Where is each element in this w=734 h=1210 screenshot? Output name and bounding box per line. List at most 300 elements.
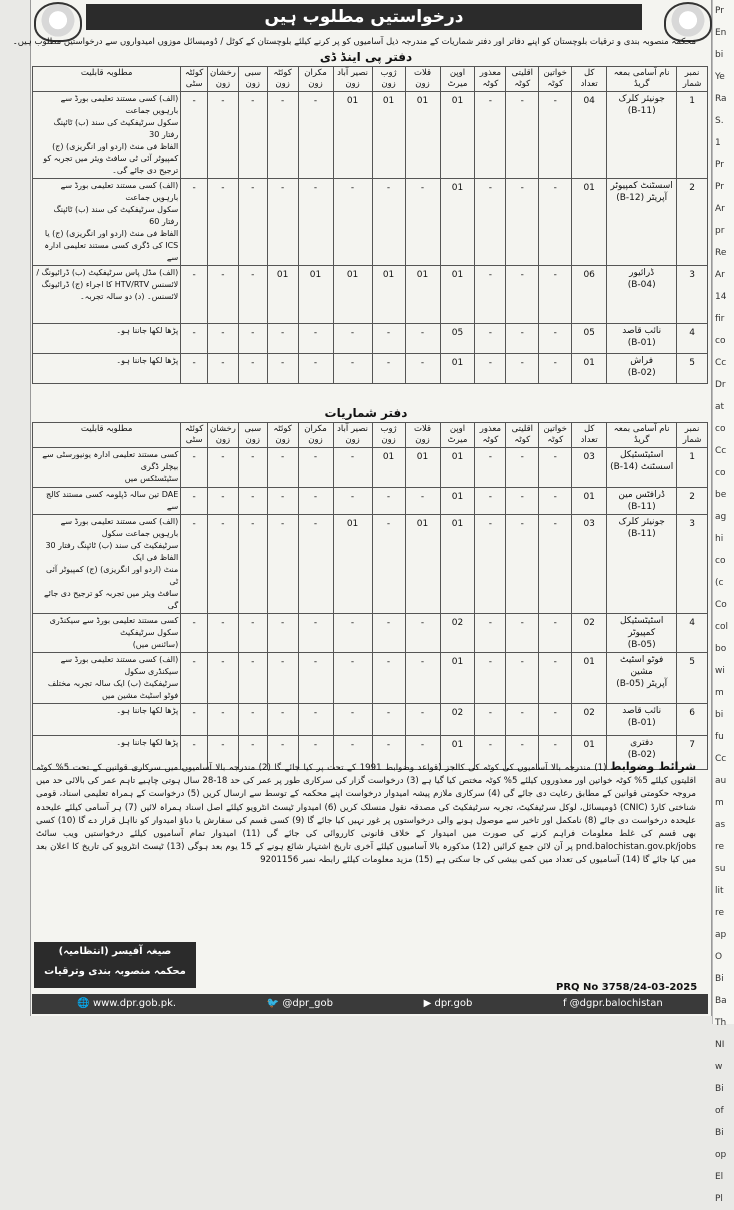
quota-cell: - (181, 515, 208, 614)
quota-cell: - (539, 92, 572, 179)
quota-cell: - (181, 448, 208, 488)
serial-number: 1 (677, 92, 708, 179)
quota-cell: 01 (440, 92, 475, 179)
table-row (33, 614, 708, 653)
adjacent-page-fragment: bi (715, 50, 724, 60)
quota-cell: 01 (333, 92, 372, 179)
quota-cell: - (333, 653, 372, 704)
column-header: مطلوبہ قابلیت (33, 423, 181, 448)
qualification: پڑھا لکھا جاننا ہو۔ (33, 324, 181, 354)
quota-cell: - (506, 354, 539, 384)
quota-cell: - (208, 354, 239, 384)
serial-number: 7 (677, 736, 708, 770)
quota-cell: 02 (572, 704, 607, 736)
quota-cell: 01 (298, 266, 333, 324)
column-header: قلات زون (405, 67, 440, 92)
quota-cell: - (372, 354, 405, 384)
serial-number: 2 (677, 488, 708, 515)
adjacent-page-fragment: Pr (715, 182, 724, 192)
post-name: نائب قاصد (B-01) (607, 704, 677, 736)
quota-cell: - (475, 266, 506, 324)
quota-cell: - (539, 448, 572, 488)
quota-cell: - (405, 324, 440, 354)
quota-cell: - (475, 653, 506, 704)
quota-cell: - (333, 448, 372, 488)
facebook-handle: @dgpr.balochistan (569, 998, 663, 1009)
adjacent-page-fragment: fir (715, 314, 725, 324)
adjacent-page-fragment: Th (715, 1018, 727, 1028)
column-header: کوئٹہ زون (267, 423, 298, 448)
quota-cell: - (298, 488, 333, 515)
column-header: خواتین کوٹہ (539, 67, 572, 92)
website-link[interactable]: 🌐 www.dpr.gob.pk. (77, 998, 177, 1009)
qualification: کسی مستند تعلیمی بورڈ سے سیکنڈری سکول سرٹیفکیٹ (سائنس میں) (33, 614, 181, 653)
adjacent-page-fragment: O (715, 952, 723, 962)
youtube-icon: ▶ (423, 998, 432, 1009)
quota-cell: 01 (333, 266, 372, 324)
twitter-link[interactable] (267, 994, 333, 1014)
quota-cell: - (405, 488, 440, 515)
quota-cell: 01 (372, 266, 405, 324)
adjacent-page-fragment: Bi (715, 1084, 724, 1094)
adjacent-page-fragment: Cc (715, 358, 727, 368)
quota-cell: - (238, 266, 267, 324)
table-row (33, 354, 708, 384)
quota-cell: - (181, 704, 208, 736)
adjacent-page-fragment: Bi (715, 1128, 724, 1138)
quota-cell: - (372, 653, 405, 704)
quota-cell: - (539, 324, 572, 354)
serial-number: 1 (677, 448, 708, 488)
quota-cell: - (208, 92, 239, 179)
quota-cell: - (267, 736, 298, 770)
quota-cell: - (372, 614, 405, 653)
table-row (33, 92, 708, 179)
officer-department: محکمہ منصوبہ بندی وترقیات (44, 966, 186, 977)
quota-cell: 01 (440, 354, 475, 384)
quota-cell: - (405, 736, 440, 770)
post-name: اسسٹنٹ کمپیوٹر آپریٹر (B-12) (607, 179, 677, 266)
quota-cell: - (267, 614, 298, 653)
quota-cell: - (208, 179, 239, 266)
column-header: اوپن میرٹ (440, 67, 475, 92)
quota-cell: 01 (440, 179, 475, 266)
quota-cell: - (405, 614, 440, 653)
column-header: سبی زون (238, 423, 267, 448)
section-title-pnd: دفتر پی اینڈ ڈی (319, 50, 413, 64)
table-row (33, 515, 708, 614)
quota-cell: - (181, 653, 208, 704)
adjacent-page-fragment: Re (715, 248, 727, 258)
adjacent-page-fragment: Bi (715, 974, 724, 984)
adjacent-page-fragment: Ba (715, 996, 727, 1006)
quota-cell: - (539, 704, 572, 736)
adjacent-page-fragment: su (715, 864, 726, 874)
qualification: (الف) کسی مستند تعلیمی بورڈ سے بارہویں جماعت سکول سرٹیفکیٹ کی سند (ب) ٹائپنگ رفتار 30 الفاظ فی منٹ (اردو اور انگریزی) (ج) کمپیوٹر آئی ٹی سافٹ ویئر میں تجربہ کو ترجیح دی جائے گی۔ (33, 92, 181, 179)
prq-number: PRQ No 3758/24-03-2025 (556, 982, 698, 993)
quota-cell: 01 (372, 448, 405, 488)
quota-cell: - (506, 324, 539, 354)
quota-cell: - (475, 354, 506, 384)
adjacent-page-fragment: bi (715, 710, 724, 720)
quota-cell: - (267, 92, 298, 179)
adjacent-page-fragment: m (715, 688, 724, 698)
qualification: پڑھا لکھا جاننا ہو۔ (33, 354, 181, 384)
quota-cell: - (208, 266, 239, 324)
quota-cell: - (298, 653, 333, 704)
terms-text: (1) مندرجہ بالا آسامیوں کی کوٹہ کی کالجز (قواعد وضوابط 1991 کے تحت پر کیا جائے گا (2) مندرجہ بالا آسامیوں میں سرکاری قوانین کے تحت 5% کوٹہ اقلیتوں کیلئے 5% کوٹہ خواتین اور معذوروں کیلئے 5% کوٹہ مختص کیا گیا ہے (3) درخواست گزار کی سرکاری طور پر عمر کی حد 18-28 سال ہوتی چاہیے تاہم عمر کی بالائی حد میں مروجہ حکومتی قوانین کے مطابق رعایت دی جائے گی (4) سرکاری ملازم پیشہ امیدوار درخواست اپنے محکمہ کے توسط سے ارسال کریں (5) درخواست کے ہمراہ تعلیمی اسناد، قومی شناختی کارڈ (CNIC) ڈومیسائل، لوکل سرٹیفکیٹ، تجربہ سرٹیفکیٹ کی مصدقہ نقول منسلک کریں (6) امیدوار ٹیسٹ انٹرویو کیلئے اصل اسناد ہمراہ لائیں (7) ہر آسامی کیلئے علیحدہ علیحدہ درخواست دی جائے (8) نامکمل اور تاخیر سے موصول ہونے والی درخواستوں پر غور نہیں کیا جائے گا (9) کسی قسم کی سفارش یا دباؤ امیدوار کو نااہل قرار دے گا (10) کسی بھی قسم کی غلط معلومات فراہم کرنے کی صورت میں امیدوار کے خلاف قانونی کارروائی کی جائے گی (11) امیدوار تمام آسامیوں کیلئے درخواستیں ویب سائٹ pnd.balochistan.gov.pk/jobs پر آن لائن جمع کرائیں (12) مذکورہ بالا آسامیوں کیلئے آخری تاریخ اشتہار شائع ہونے کے 15 یوم بعد ہوگی (13) ٹیسٹ انٹرویو کی تاریخ کا اعلان بعد میں کیا جائے گا (14) آسامیوں کی تعداد میں کمی بیشی کی جا سکتی ہے (15) مزید معلومات کیلئے رابطہ نمبر 9201156 (36, 763, 697, 866)
column-header: اقلیتی کوٹہ (506, 67, 539, 92)
column-header: مکران زون (298, 423, 333, 448)
column-header: اوپن میرٹ (440, 423, 475, 448)
post-name: نائب قاصد (B-01) (607, 324, 677, 354)
post-name: فراش (B-02) (607, 354, 677, 384)
quota-cell: - (267, 179, 298, 266)
quota-cell: 01 (333, 515, 372, 614)
qualification: پڑھا لکھا جاننا ہو۔ (33, 736, 181, 770)
quota-cell: - (506, 488, 539, 515)
table-row (33, 488, 708, 515)
quota-cell: 02 (440, 614, 475, 653)
serial-number: 6 (677, 704, 708, 736)
quota-cell: 01 (572, 653, 607, 704)
column-header: معذور کوٹہ (475, 67, 506, 92)
quota-cell: - (208, 736, 239, 770)
quota-cell: - (298, 179, 333, 266)
adjacent-page-fragment: ag (715, 512, 727, 522)
quota-cell: - (333, 354, 372, 384)
intro-text: محکمہ منصوبہ بندی و ترقیات بلوچستان کو اپنے دفاتر اور دفتر شماریات کے مندرجہ ذیل آسامیوں کو پر کرنے کیلئے بلوچستان کے کوٹل / ڈومیسائل موزوں امیدواروں سے درخواستیں مطلوب ہیں۔ (12, 37, 696, 47)
quota-cell: - (372, 515, 405, 614)
quota-cell: - (238, 179, 267, 266)
adjacent-page-fragment: Ye (715, 72, 725, 82)
serial-number: 4 (677, 324, 708, 354)
qualification: (الف) کسی مستند تعلیمی بورڈ سے بارہویں جماعت سکول سرٹیفکیٹ کی سند (ب) ٹائپنگ رفتار 60 الفاظ فی منٹ (اردو اور انگریزی) (ج) یا ICS کی ڈگری کسی مستند تعلیمی ادارہ سے (33, 179, 181, 266)
quota-cell: 03 (572, 448, 607, 488)
adjacent-page-fragment: au (715, 776, 727, 786)
column-header: کل تعداد (572, 67, 607, 92)
column-header: ژوب زون (372, 423, 405, 448)
adjacent-page-fragment: 1 (715, 138, 721, 148)
column-header: نام آسامی بمعہ گریڈ (607, 423, 677, 448)
quota-cell: - (506, 515, 539, 614)
adjacent-page-fragment: Pr (715, 6, 724, 16)
column-header: ژوب زون (372, 67, 405, 92)
adjacent-page-strip (712, 0, 734, 1204)
quota-cell: - (506, 704, 539, 736)
quota-cell: - (181, 266, 208, 324)
serial-number: 2 (677, 179, 708, 266)
adjacent-page-fragment: be (715, 490, 727, 500)
column-header: مکران زون (298, 67, 333, 92)
quota-cell: - (506, 736, 539, 770)
twitter-icon: 🐦 (266, 998, 280, 1009)
quota-cell: 01 (440, 736, 475, 770)
column-header: خواتین کوٹہ (539, 423, 572, 448)
quota-cell: - (333, 736, 372, 770)
quota-cell: - (238, 448, 267, 488)
adjacent-page-fragment: co (715, 556, 726, 566)
table-header-row (33, 67, 708, 92)
page-title: درخواستیں مطلوب ہیں (86, 4, 642, 30)
quota-cell: - (475, 92, 506, 179)
adjacent-page-fragment: col (715, 622, 728, 632)
qualification: پڑھا لکھا جاننا ہو۔ (33, 704, 181, 736)
quota-cell: 03 (572, 515, 607, 614)
table-header-row (33, 423, 708, 448)
adjacent-page-fragment: at (715, 402, 725, 412)
quota-cell: - (372, 736, 405, 770)
qualification: (الف) کسی مستند تعلیمی بورڈ سے بارہویں جماعت سکول سرٹیفکیٹ کی سند (ب) ٹائپنگ رفتار 30 الفاظ فی ایک منٹ (اردو اور انگریزی) (ج) کمپیوٹر آئی ٹی سافٹ ویئر میں تجربہ کو ترجیح دی جائے گی (33, 515, 181, 614)
quota-cell: - (181, 354, 208, 384)
post-name: فوٹو اسٹیٹ مشین آپریٹر (B-05) (607, 653, 677, 704)
terms-heading: شرائط وضوابط (609, 760, 697, 773)
quota-cell: - (475, 179, 506, 266)
column-header: کوئٹہ سٹی (181, 67, 208, 92)
quota-cell: - (238, 488, 267, 515)
quota-cell: - (372, 704, 405, 736)
quota-cell: - (475, 488, 506, 515)
quota-cell: 02 (572, 614, 607, 653)
column-header: نصیر آباد زون (333, 423, 372, 448)
quota-cell: 01 (440, 653, 475, 704)
adjacent-page-fragment: Pr (715, 160, 724, 170)
quota-cell: - (208, 448, 239, 488)
quota-cell: - (539, 266, 572, 324)
quota-cell: - (539, 488, 572, 515)
quota-cell: - (208, 653, 239, 704)
quota-cell: - (333, 324, 372, 354)
qualification: (الف) مڈل پاس سرٹیفکیٹ (ب) ڈرائیونگ / لائسنس HTV/RTV کا اجراء (ج) ڈرائیونگ لائسنس۔ (د) دو سالہ تجربہ۔ (33, 266, 181, 324)
adjacent-page-fragment: re (715, 908, 725, 918)
quota-cell: - (539, 653, 572, 704)
section-title-statistics: دفتر شماریات (324, 406, 408, 420)
quota-cell: - (475, 515, 506, 614)
adjacent-page-fragment: bo (715, 644, 727, 654)
quota-cell: - (267, 354, 298, 384)
adjacent-page-fragment: re (715, 842, 725, 852)
adjacent-page-fragment: ap (715, 930, 727, 940)
quota-cell: 01 (440, 488, 475, 515)
youtube-handle: dpr.gob (434, 998, 473, 1009)
quota-cell: 01 (440, 515, 475, 614)
youtube-link[interactable] (424, 994, 473, 1014)
quota-cell: - (181, 614, 208, 653)
quota-cell: 05 (572, 324, 607, 354)
quota-cell: - (475, 614, 506, 653)
post-name: ڈرائیور (B-04) (607, 266, 677, 324)
qualification: کسی مستند تعلیمی ادارہ یونیورسٹی سے بیچلر ڈگری سٹیٹسٹکس میں (33, 448, 181, 488)
adjacent-page-fragment: co (715, 468, 726, 478)
column-header: رخشان زون (208, 423, 239, 448)
jobs-table-pnd (32, 66, 708, 384)
quota-cell: - (506, 92, 539, 179)
quota-cell: - (298, 704, 333, 736)
quota-cell: 01 (405, 448, 440, 488)
quota-cell: - (475, 324, 506, 354)
column-header: اقلیتی کوٹہ (506, 423, 539, 448)
serial-number: 5 (677, 354, 708, 384)
quota-cell: - (333, 614, 372, 653)
quota-cell: 01 (372, 92, 405, 179)
quota-cell: - (298, 354, 333, 384)
quota-cell: - (506, 179, 539, 266)
quota-cell: 06 (572, 266, 607, 324)
quota-cell: - (372, 179, 405, 266)
column-header: نمبر شمار (677, 67, 708, 92)
quota-cell: - (267, 704, 298, 736)
quota-cell: 05 (440, 324, 475, 354)
adjacent-page-fragment: lit (715, 886, 724, 896)
quota-cell: - (539, 179, 572, 266)
quota-cell: - (238, 92, 267, 179)
quota-cell: - (298, 92, 333, 179)
column-header: معذور کوٹہ (475, 423, 506, 448)
column-header: مطلوبہ قابلیت (33, 67, 181, 92)
quota-cell: - (238, 354, 267, 384)
quota-cell: - (238, 515, 267, 614)
quota-cell: 01 (572, 354, 607, 384)
quota-cell: - (298, 515, 333, 614)
adjacent-page-fragment: Ar (715, 204, 725, 214)
quota-cell: 01 (405, 92, 440, 179)
serial-number: 4 (677, 614, 708, 653)
table-row (33, 448, 708, 488)
quota-cell: 01 (440, 448, 475, 488)
adjacent-page-fragment: co (715, 424, 726, 434)
quota-cell: 04 (572, 92, 607, 179)
quota-cell: - (267, 324, 298, 354)
post-name: دفتری (B-02) (607, 736, 677, 770)
adjacent-page-fragment: Dr (715, 380, 726, 390)
adjacent-page-fragment: as (715, 820, 726, 830)
quota-cell: - (405, 653, 440, 704)
column-header: رخشان زون (208, 67, 239, 92)
qualification: DAE تین سالہ ڈپلومہ کسی مستند کالج سے (33, 488, 181, 515)
quota-cell: - (238, 736, 267, 770)
facebook-link[interactable] (563, 994, 663, 1014)
column-header: کوئٹہ زون (267, 67, 298, 92)
column-header: کوئٹہ سٹی (181, 423, 208, 448)
quota-cell: - (208, 704, 239, 736)
quota-cell: - (267, 653, 298, 704)
column-header: قلات زون (405, 423, 440, 448)
quota-cell: - (539, 354, 572, 384)
adjacent-page-fragment: w (715, 1062, 723, 1072)
adjacent-page-fragment: NI (715, 1040, 725, 1050)
quota-cell: - (475, 448, 506, 488)
footer-contact-bar (32, 994, 708, 1014)
quota-cell: - (298, 614, 333, 653)
quota-cell: 01 (405, 266, 440, 324)
quota-cell: 01 (572, 179, 607, 266)
quota-cell: - (181, 324, 208, 354)
quota-cell: - (372, 324, 405, 354)
adjacent-page-fragment: El (715, 1172, 724, 1182)
adjacent-page-fragment: 14 (715, 292, 727, 302)
quota-cell: 01 (572, 488, 607, 515)
quota-cell: - (238, 614, 267, 653)
quota-cell: - (333, 488, 372, 515)
post-name: ڈرافٹس مین (B-11) (607, 488, 677, 515)
quota-cell: - (208, 515, 239, 614)
quota-cell: - (506, 266, 539, 324)
quota-cell: - (475, 736, 506, 770)
quota-cell: - (267, 488, 298, 515)
post-name: جونیئر کلرک (B-11) (607, 515, 677, 614)
quota-cell: - (298, 448, 333, 488)
adjacent-page-fragment: En (715, 28, 727, 38)
quota-cell: - (405, 354, 440, 384)
adjacent-page-fragment: Ar (715, 270, 725, 280)
adjacent-page-fragment: m (715, 798, 724, 808)
quota-cell: 01 (267, 266, 298, 324)
adjacent-page-fragment: Co (715, 600, 727, 610)
quota-cell: 01 (405, 515, 440, 614)
post-name: اسٹیٹسٹیکل کمپیوٹر (B-05) (607, 614, 677, 653)
quota-cell: - (475, 704, 506, 736)
quota-cell: - (405, 179, 440, 266)
quota-cell: - (208, 614, 239, 653)
column-header: کل تعداد (572, 423, 607, 448)
table-row (33, 179, 708, 266)
adjacent-page-fragment: of (715, 1106, 724, 1116)
serial-number: 5 (677, 653, 708, 704)
qualification: (الف) کسی مستند تعلیمی بورڈ سے سیکنڈری سکول سرٹیفکیٹ (ب) ایک سالہ تجربہ مختلف فوٹو اسٹیٹ مشین میں (33, 653, 181, 704)
quota-cell: - (267, 515, 298, 614)
quota-cell: - (181, 736, 208, 770)
quota-cell: - (181, 92, 208, 179)
website-text: www.dpr.gob.pk. (92, 998, 177, 1009)
facebook-icon: f (562, 998, 567, 1009)
quota-cell: - (238, 324, 267, 354)
issuing-officer-box (34, 942, 196, 988)
adjacent-page-fragment: Pl (715, 1194, 723, 1204)
quota-cell: - (333, 179, 372, 266)
adjacent-page-fragment: Cc (715, 446, 727, 456)
adjacent-page-fragment: hi (715, 534, 724, 544)
post-name: اسٹیٹسٹیکل اسسٹنٹ (B-14) (607, 448, 677, 488)
quota-cell: - (539, 614, 572, 653)
quota-cell: - (181, 488, 208, 515)
twitter-handle: @dpr_gob (282, 998, 333, 1009)
adjacent-page-fragment: op (715, 1150, 727, 1160)
table-row (33, 704, 708, 736)
quota-cell: - (539, 515, 572, 614)
adjacent-page-fragment: wi (715, 666, 725, 676)
post-name: جونیئر کلرک (B-11) (607, 92, 677, 179)
adjacent-page-fragment: S. (715, 116, 724, 126)
column-header: نصیر آباد زون (333, 67, 372, 92)
quota-cell: - (238, 653, 267, 704)
quota-cell: - (506, 448, 539, 488)
quota-cell: 02 (440, 704, 475, 736)
table-row (33, 653, 708, 704)
quota-cell: - (506, 614, 539, 653)
adjacent-page-fragment: fu (715, 732, 724, 742)
quota-cell: - (298, 736, 333, 770)
quota-cell: - (539, 736, 572, 770)
adjacent-page-fragment: (c (715, 578, 724, 588)
quota-cell: - (238, 704, 267, 736)
jobs-table-statistics (32, 422, 708, 770)
quota-cell: 01 (572, 736, 607, 770)
quota-cell: - (267, 448, 298, 488)
quota-cell: 01 (440, 266, 475, 324)
table-row (33, 266, 708, 324)
quota-cell: - (298, 324, 333, 354)
table-row (33, 324, 708, 354)
